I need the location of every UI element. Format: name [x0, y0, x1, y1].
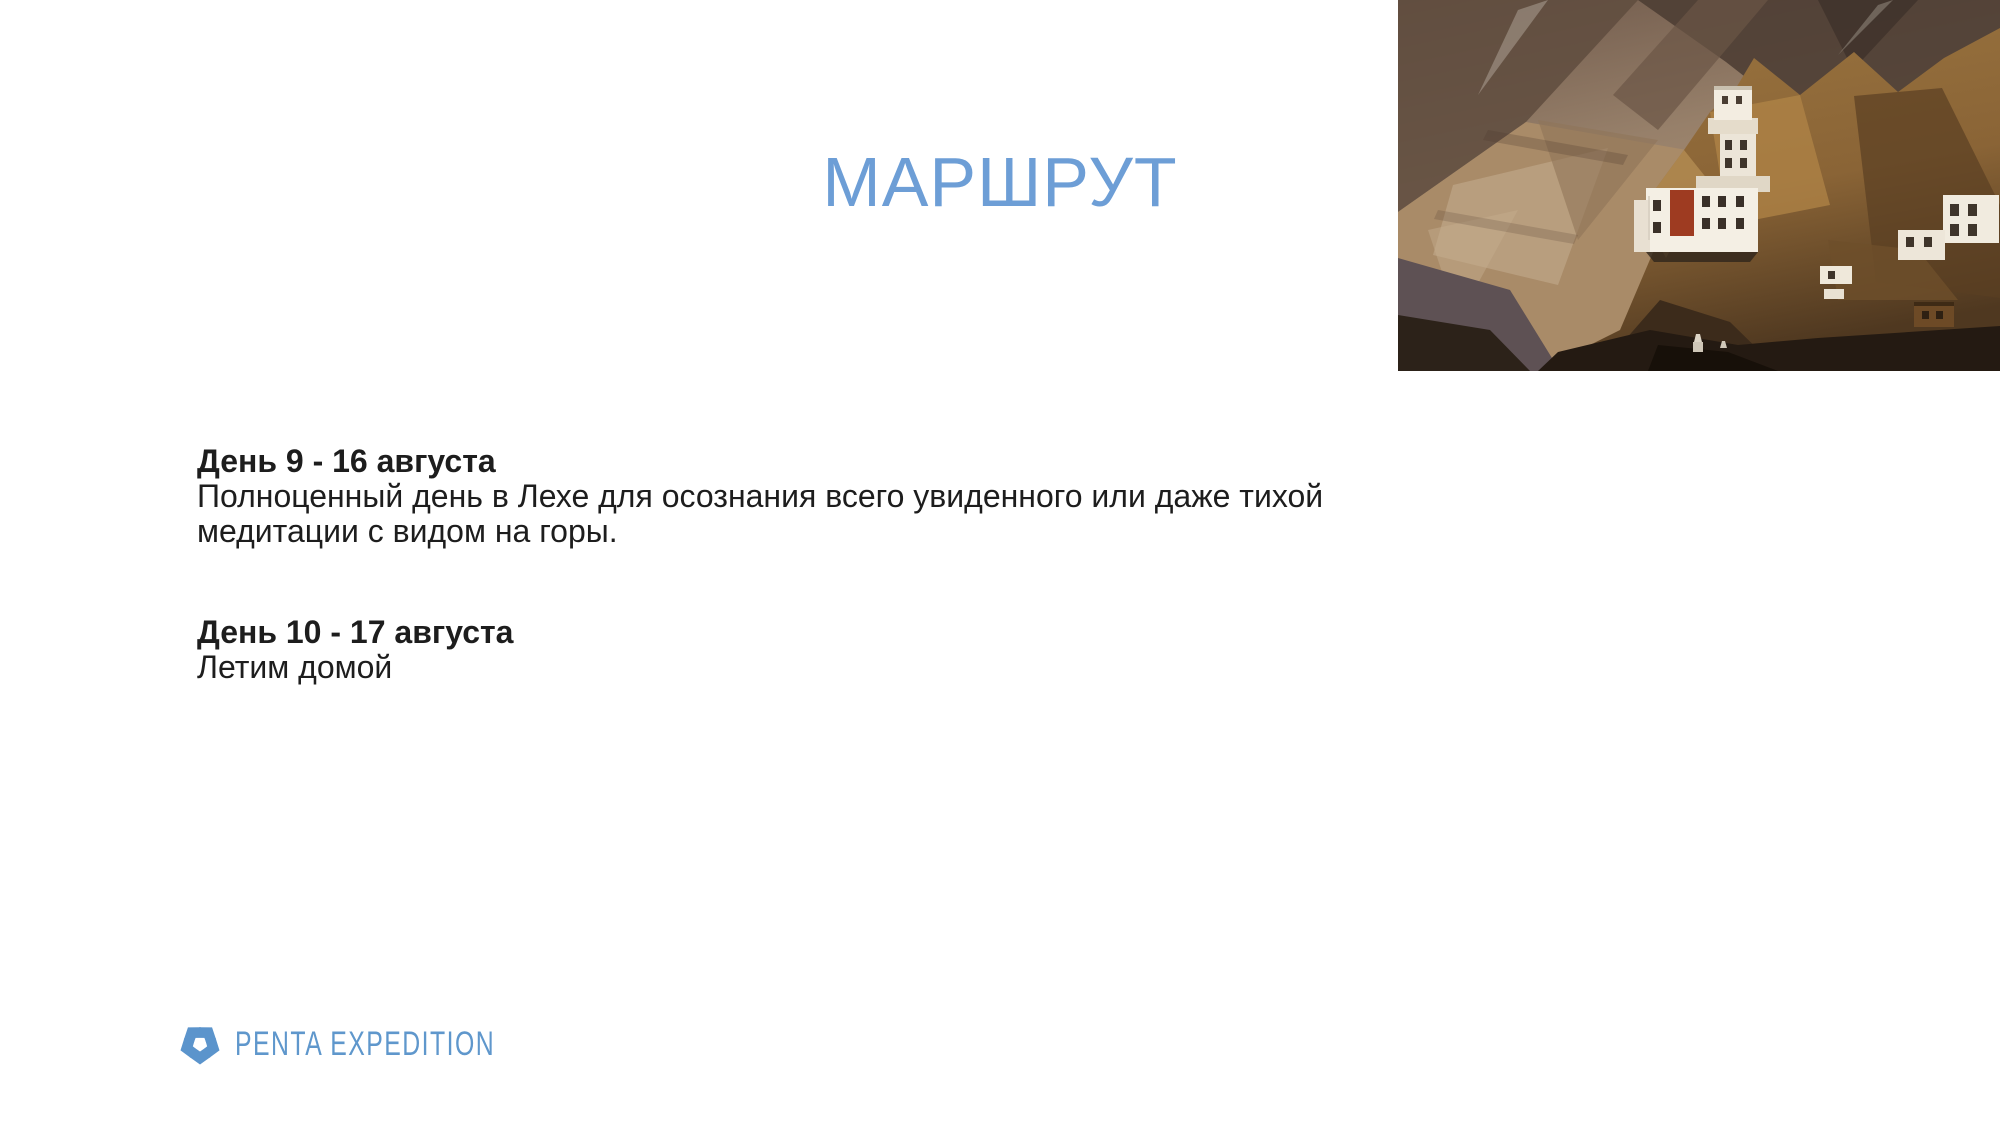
penta-flower-icon: [177, 1021, 223, 1067]
entry-text-line: Полноценный день в Лехе для осознания всего увиденного или даже тихой: [197, 478, 1324, 514]
logo: [177, 1020, 591, 1068]
itinerary-entry-day10: [197, 615, 1317, 685]
entry-text-line: Летим домой: [197, 649, 393, 685]
entry-heading: День 10 - 17 августа: [197, 614, 514, 650]
logo-text: PENTA EXPEDITION: [235, 1024, 496, 1063]
entry-text-line: медитации с видом на горы.: [197, 513, 618, 549]
entry-heading: День 9 - 16 августа: [197, 443, 496, 479]
itinerary-entry-day9: [197, 443, 1324, 549]
monastery-photo-art: [1398, 0, 2000, 371]
monastery-photo: [1398, 0, 2000, 371]
page-title: МАРШРУТ: [822, 143, 1178, 221]
